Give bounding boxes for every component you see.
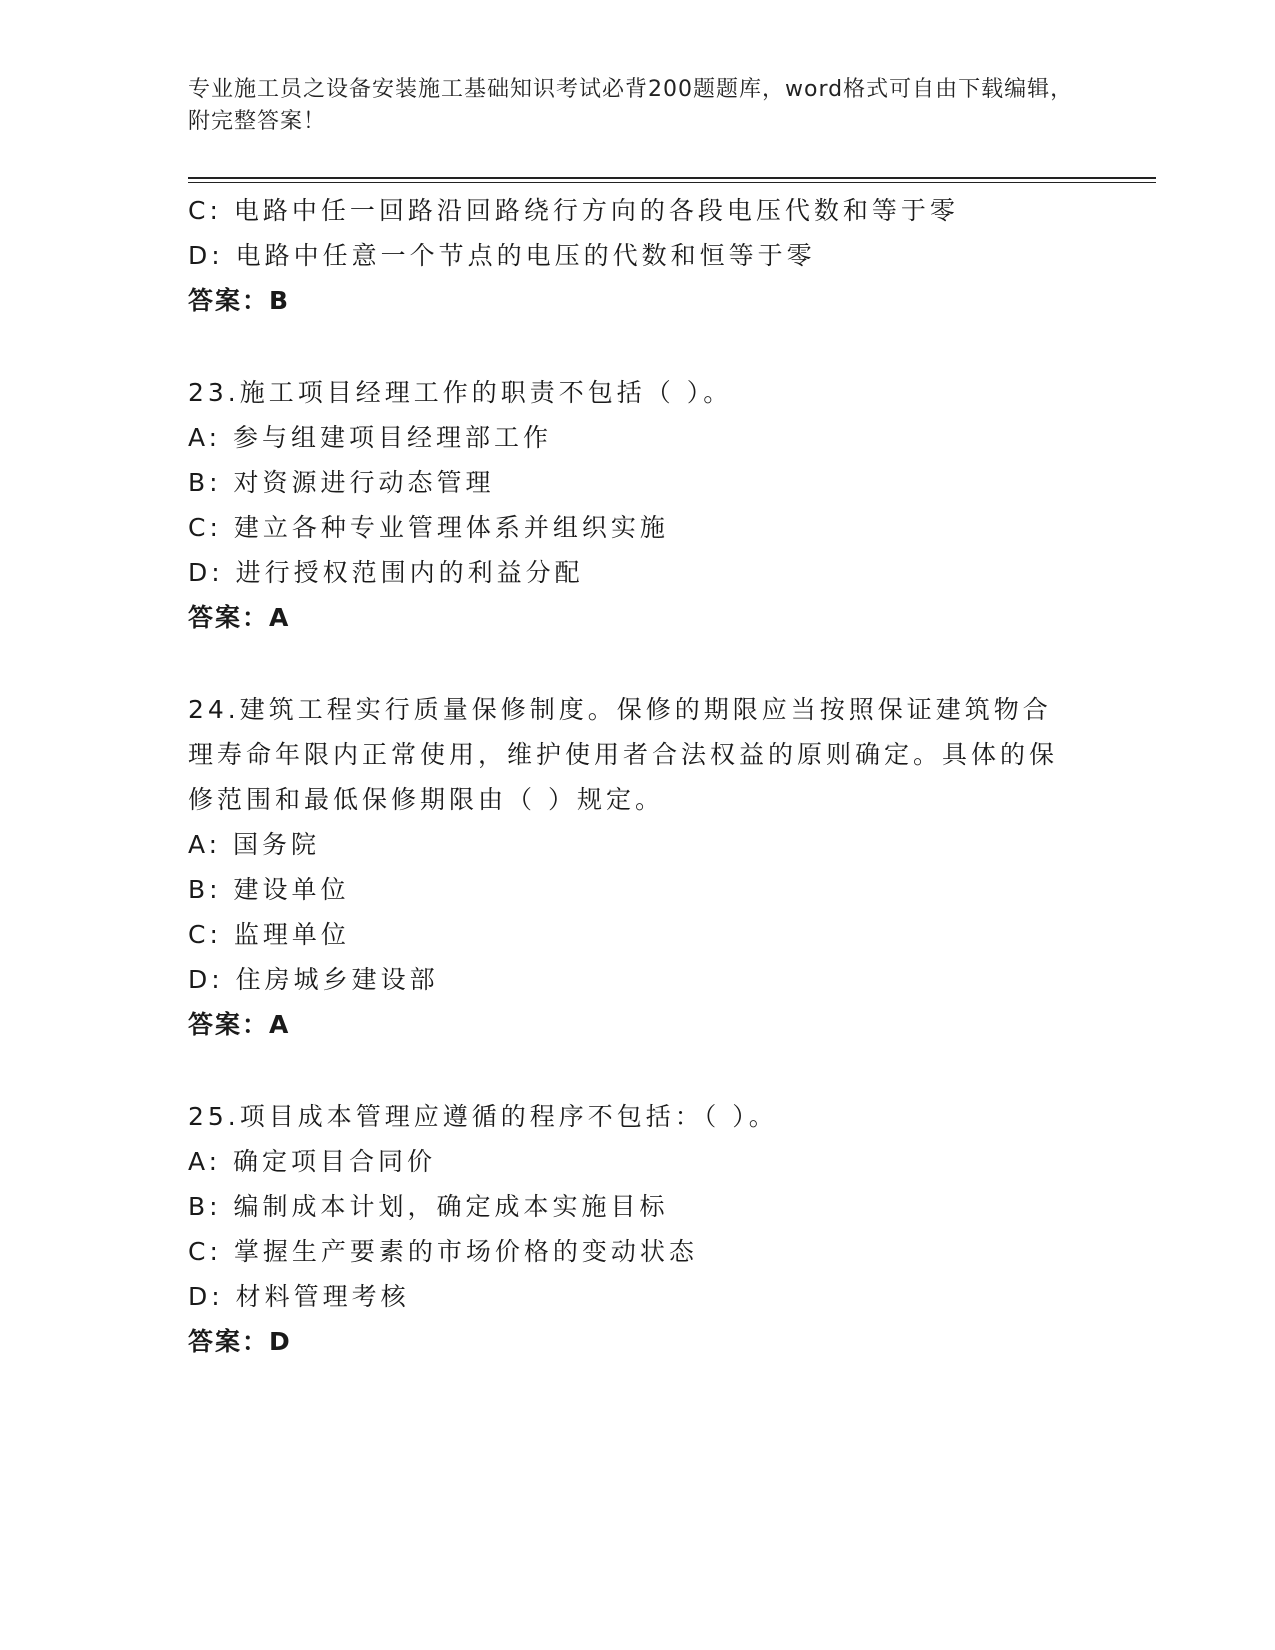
- option-d: D: 电路中任意一个节点的电压的代数和恒等于零: [188, 241, 816, 270]
- option-a: A: 确定项目合同价: [188, 1147, 437, 1176]
- header-divider-thick: [188, 177, 1156, 179]
- option-d: D: 进行授权范围内的利益分配: [188, 558, 584, 587]
- option-a: A: 国务院: [188, 830, 321, 859]
- spacer: [188, 1047, 1088, 1094]
- option-d: D: 住房城乡建设部: [188, 965, 439, 994]
- option-c: C: 掌握生产要素的市场价格的变动状态: [188, 1237, 698, 1266]
- question-24: [188, 687, 1088, 1047]
- option-b: B: 建设单位: [188, 875, 350, 904]
- option-c: C: 监理单位: [188, 920, 350, 949]
- answer-line: 答案：B: [188, 286, 291, 315]
- option-c: C: 建立各种专业管理体系并组织实施: [188, 513, 669, 542]
- answer-line: 答案：A: [188, 603, 291, 632]
- option-d: D: 材料管理考核: [188, 1282, 410, 1311]
- question-stem: 23.施工项目经理工作的职责不包括（ ）。: [188, 378, 733, 407]
- spacer: [188, 323, 1088, 370]
- answer-line: 答案：A: [188, 1010, 291, 1039]
- option-c: C: 电路中任一回路沿回路绕行方向的各段电压代数和等于零: [188, 196, 959, 225]
- option-a: A: 参与组建项目经理部工作: [188, 423, 553, 452]
- question-list: [188, 188, 1088, 1364]
- answer-line: 答案：D: [188, 1327, 292, 1356]
- document-header: 专业施工员之设备安装施工基础知识考试必背200题题库，word格式可自由下载编辑，附完整答案！: [188, 77, 1074, 134]
- question-23: [188, 370, 1088, 640]
- option-b: B: 编制成本计划，确定成本实施目标: [188, 1192, 669, 1221]
- question-stem: 25.项目成本管理应遵循的程序不包括：（ ）。: [188, 1102, 778, 1131]
- question-25: [188, 1094, 1088, 1364]
- question-22-continued: [188, 188, 1088, 323]
- question-stem: 24.建筑工程实行质量保修制度。保修的期限应当按照保证建筑物合理寿命年限内正常使用，维护使用者合法权益的原则确定。具体的保修范围和最低保修期限由（ ）规定。: [188, 695, 1059, 814]
- option-b: B: 对资源进行动态管理: [188, 468, 495, 497]
- spacer: [188, 640, 1088, 687]
- header-divider-thin: [188, 182, 1156, 183]
